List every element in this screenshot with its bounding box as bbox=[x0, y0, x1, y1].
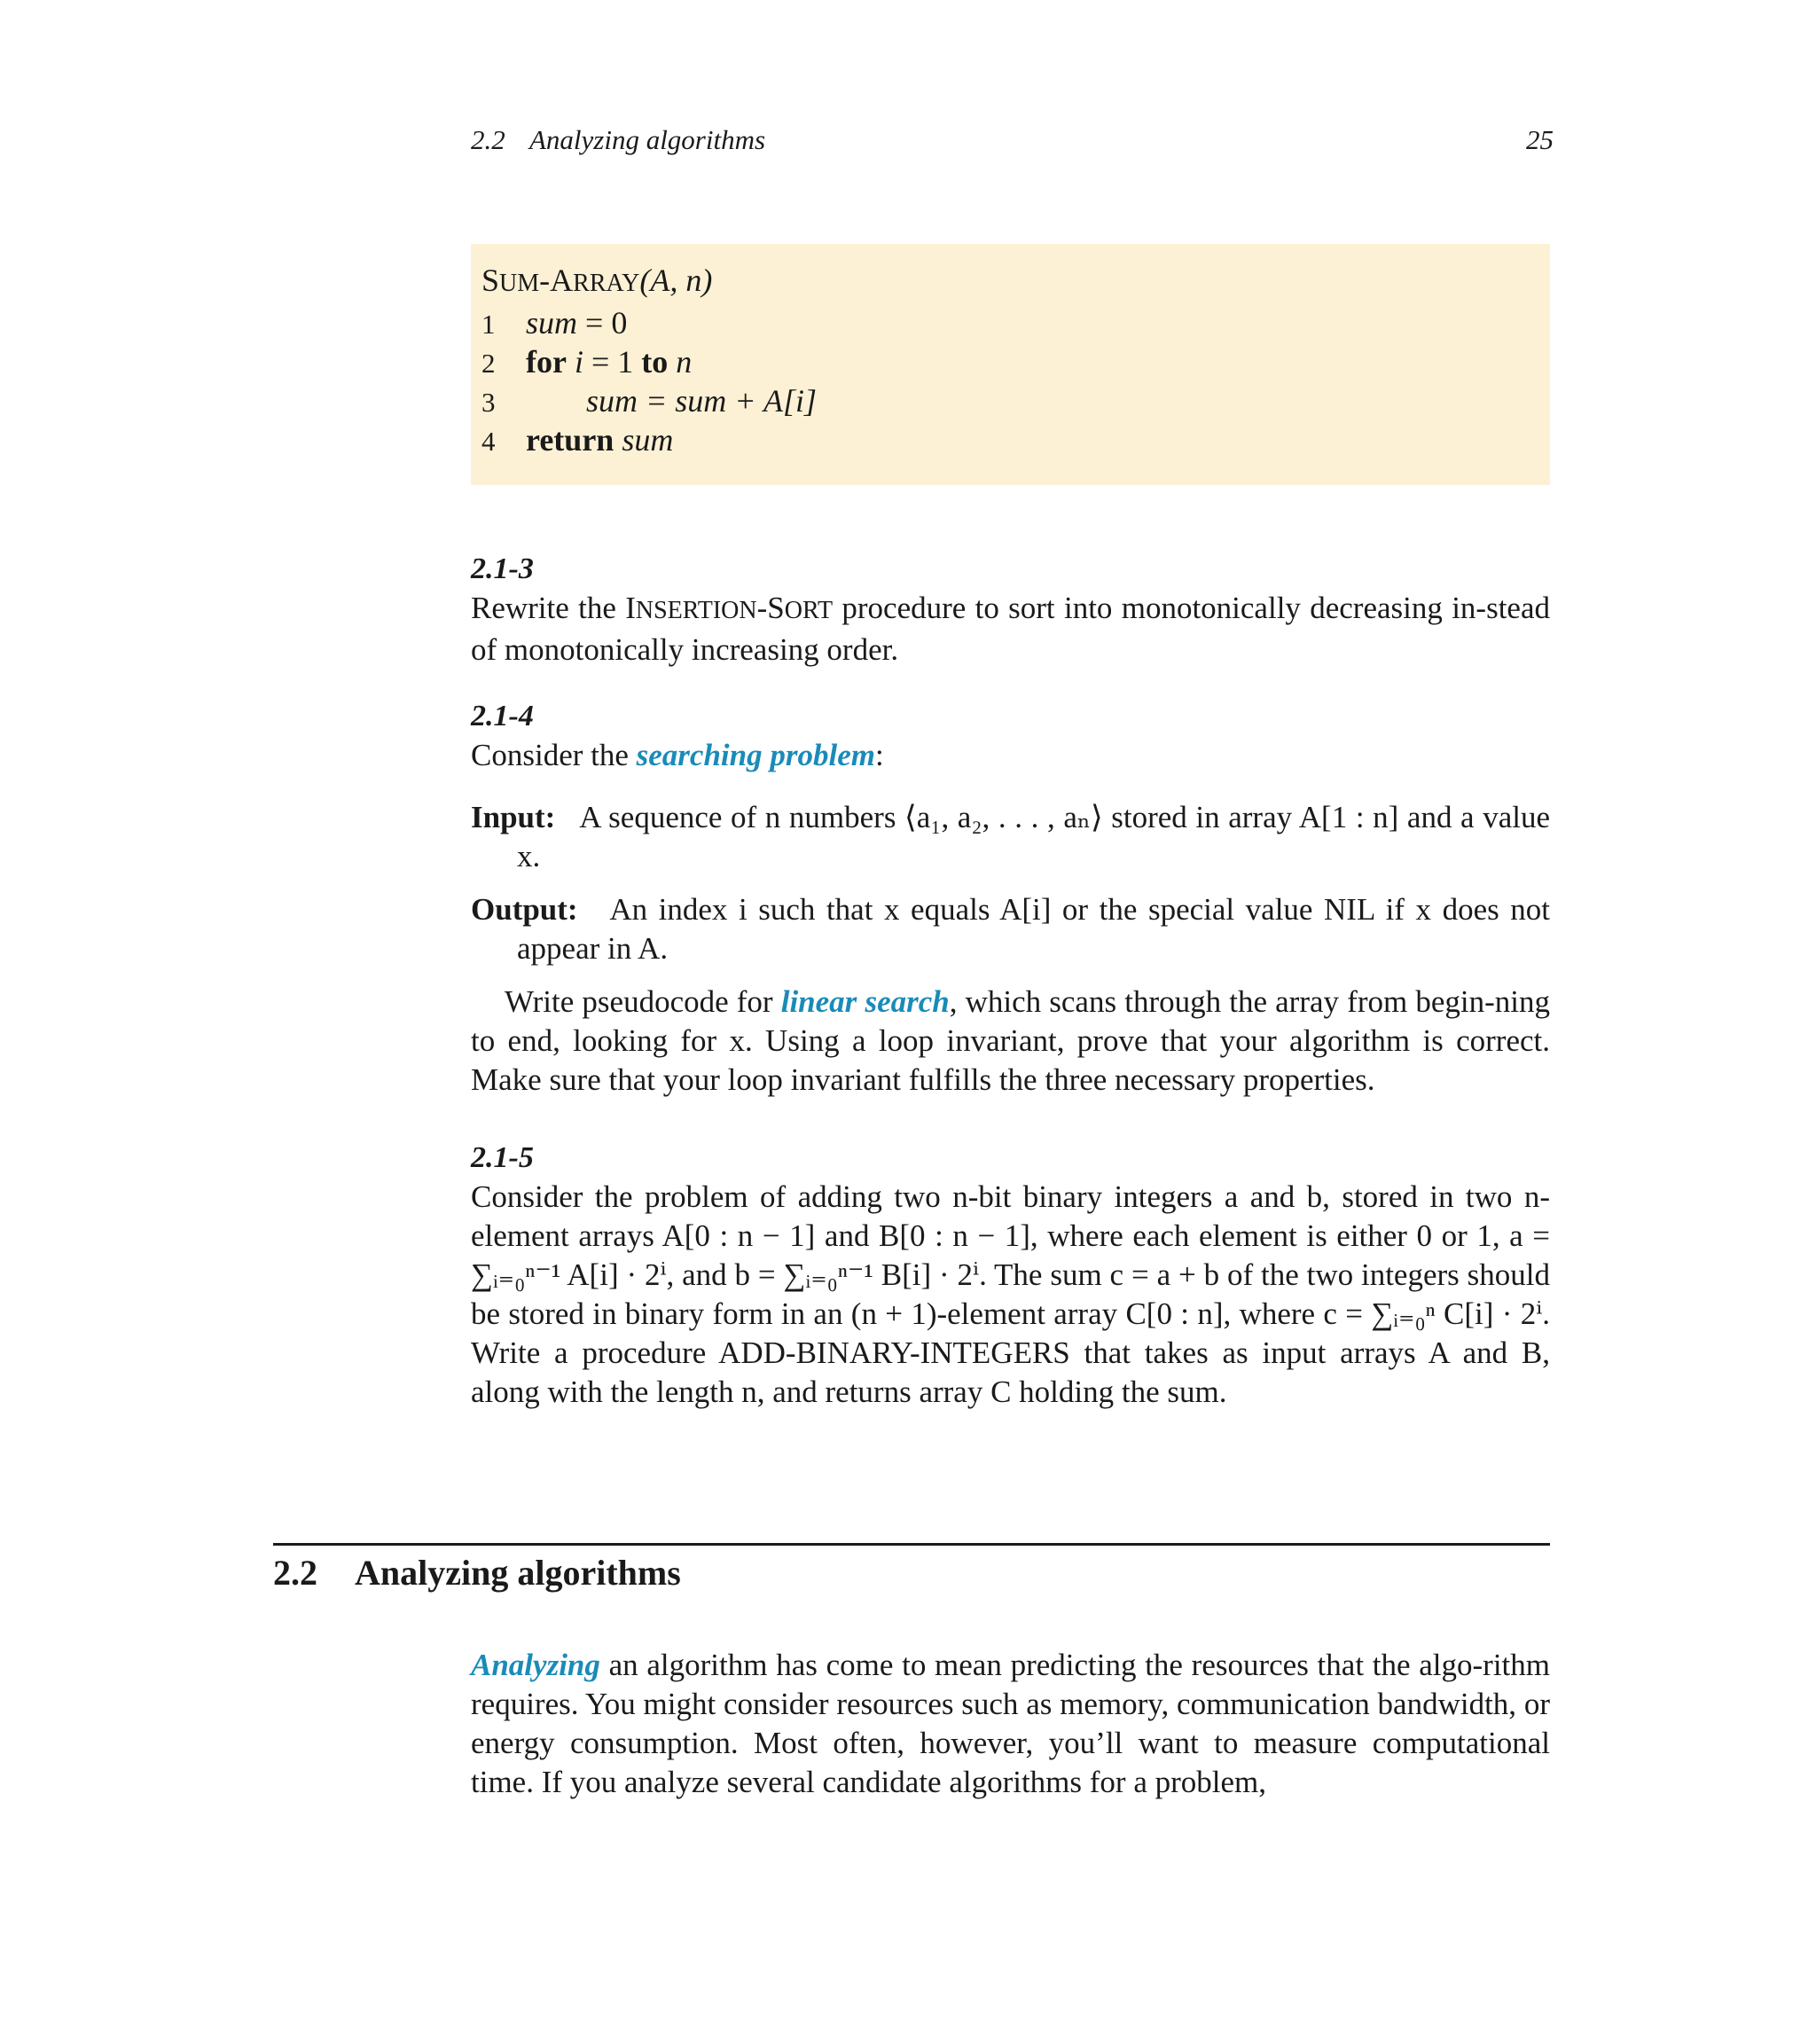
page-number: 25 bbox=[1526, 124, 1554, 155]
exercise-intro: Consider the searching problem: bbox=[471, 738, 884, 772]
exercise-text: Rewrite the INSERTION-SORT procedure to sort into monotonically decreasing in-stead of monotonically increasing order. bbox=[471, 591, 1550, 667]
term-linear-search: linear search bbox=[780, 984, 950, 1019]
exercise-2-1-4 bbox=[471, 697, 1550, 1100]
section-paragraph: Analyzing an algorithm has come to mean predicting the resources that the algo-rithm requires. You might consider resources such as memory, communication bandwidth, or energy consumption. Most often, however, you’ll want to measure computational time. If you analyze several candidate algorithms for a problem, bbox=[471, 1648, 1550, 1799]
exercise-2-1-5 bbox=[471, 1139, 1550, 1412]
term-analyzing: Analyzing bbox=[471, 1648, 600, 1682]
section-heading: 2.2 Analyzing algorithms bbox=[273, 1553, 681, 1593]
input-definition: Input: A sequence of n numbers ⟨a₁, a₂, . . . , aₙ⟩ stored in array A[1 : n] and a value x. bbox=[471, 800, 1550, 873]
code-line-4: 4 return sum bbox=[481, 422, 674, 458]
exercise-text: Consider the problem of adding two n-bit binary integers a and b, stored in two n-element arrays A[0 : n − 1] and B[0 : n − 1], where each element is either 0 or 1, a = ∑ᵢ₌₀ⁿ⁻¹ A[i] · 2ⁱ, and b = ∑ᵢ₌₀ⁿ⁻¹ B[i] · 2ⁱ. The sum c = a + b of the two integers should be stored in binary form in an (n + 1)-element array C[0 : n], where c = ∑ᵢ₌₀ⁿ C[i] · 2ⁱ. Write a procedure ADD-BINARY-INTEGERS that takes as input arrays A and B, along with the length n, and returns array C holding the sum. bbox=[471, 1179, 1550, 1409]
code-line-2: 2 for i = 1 to n bbox=[481, 344, 693, 380]
running-head-title: Analyzing algorithms bbox=[528, 124, 766, 155]
exercise-number: 2.1-5 bbox=[471, 1141, 534, 1174]
term-searching-problem: searching problem bbox=[636, 738, 875, 772]
running-head bbox=[471, 124, 1554, 156]
code-line-1: 1 sum = 0 bbox=[481, 305, 628, 341]
exercise-number: 2.1-4 bbox=[471, 700, 534, 732]
procedure-name: SUM-ARRAY(A, n) bbox=[481, 262, 713, 298]
exercise-2-1-3 bbox=[471, 550, 1550, 670]
section-rule bbox=[273, 1543, 1550, 1546]
pseudocode-box bbox=[471, 244, 1550, 485]
exercise-number: 2.1-3 bbox=[471, 552, 534, 585]
code-line-3: 3 sum = sum + A[i] bbox=[481, 383, 817, 419]
linear-search-paragraph: Write pseudocode for linear search, which scans through the array from begin-ning to end, looking for x. Using a loop invariant, prove that your algorithm is correct. Make sure that your loop invariant fulfills the three necessary properties. bbox=[471, 984, 1550, 1097]
running-head-section: 2.2 bbox=[471, 124, 505, 155]
output-definition: Output: An index i such that x equals A[i] or the special value NIL if x does not appear in A. bbox=[471, 892, 1550, 966]
